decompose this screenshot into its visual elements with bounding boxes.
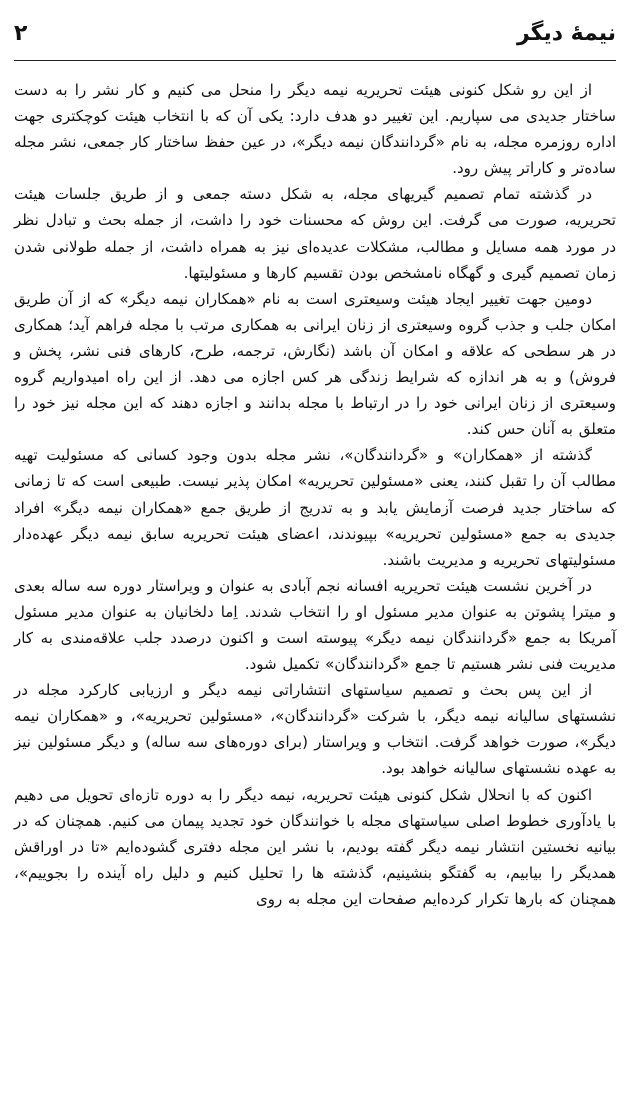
paragraph-2: در گذشته تمام تصمیم گیریهای مجله، به شکل دسته جمعی و از طریق جلسات هیئت تحریریه، صورت می گرفت. این روش که محسنات خود را داشت، از جمله بحث و تبادل نظر در مورد همه مسایل و مطالب، مشکلات عدیده‌ای نیز به همراه داشت، از جمله طولانی شدن زمان تصمیم گیری و گهگاه نامشخص بودن تقسیم کارها و مسئولیتها. bbox=[14, 185, 616, 282]
page-number: ۲ bbox=[14, 21, 28, 46]
paragraph-4: گذشته از «همکاران» و «گردانندگان»، نشر مجله بدون وجود کسانی که مسئولیت تهیه مطالب آن را تقبل کنند، یعنی «مسئولین تحریریه» امکان پذیر نیست. طبیعی است که تا زمانی که ساختار جدید فرصت آزمایش یابد و به تدریج از طریق جمع «همکاران نیمه دیگر» افراد جدیدی به جمع «مسئولین تحریریه» بپیوندند، اعضای هیئت تحریریه سابق نیمه دیگر عهده‌دار مسئولیتهای تحریریه و مدیریت باشند. bbox=[14, 446, 616, 569]
paragraph-6: از این پس بحث و تصمیم سیاستهای انتشاراتی نیمه دیگر و ارزیابی کارکرد مجله در نشستهای سالیانه نیمه دیگر، با شرکت «گردانندگان»، «مسئولین تحریریه»، و «همکاران نیمه دیگر»، صورت خواهد گرفت. انتخاب و ویراستار (برای دوره‌های سه ساله) و دیگر مسئولین نیز به عهده نشستهای سالیانه خواهد بود. bbox=[14, 681, 616, 778]
paragraph-3: دومین جهت تغییر ایجاد هیئت وسیعتری است به نام «همکاران نیمه دیگر» که از آن طریق امکان جلب و جذب گروه وسیعتری از زنان ایرانی به همکاری مرتب با مجله فراهم آید؛ همکاری در هر سطحی که علاقه و امکان آن باشد (نگارش، ترجمه، طرح، کارهای فنی نشر، پخش و فروش) و به هر اندازه که شرایط زندگی هر کس اجازه می دهد. از این راه امیدواریم گروه وسیعتری از زنان ایرانی خود را در ارتباط با مجله بدانند و اجازه دهند که این مجله نیز خود را متعلق به آنان حس کند. bbox=[14, 289, 616, 439]
article-body bbox=[14, 77, 616, 912]
paragraph-5: در آخرین نشست هیئت تحریریه افسانه نجم آبادی به عنوان و ویراستار دوره سه ساله بعدی و میترا پشوتن به عنوان مدیر مسئول او را انتخاب شدند. اِما دلخانیان به عنوان مدیر مسئول آمریکا به جمع «گردانندگان نیمه دیگر» پیوسته است و اکنون درصدد جلب علاقه‌مندی به کار مدیریت فنی نشر هستیم تا جمع «گردانندگان» تکمیل شود. bbox=[14, 576, 616, 674]
journal-title: نیمهٔ دیگر bbox=[516, 21, 616, 46]
page-header bbox=[14, 14, 616, 61]
paragraph-7: اکنون که با انحلال شکل کنونی هیئت تحریریه، نیمه دیگر را به دوره تازه‌ای تحویل می دهیم با یادآوری خطوط اصلی سیاستهای مجله با خوانندگان خود تجدید پیمان می کنیم. همچنان که در بیانیه نخستین انتشار نیمه دیگر گفته بودیم، با نشر این مجله دفتری گشوده‌ایم «تا در اوراقش همدیگر را بیابیم، به گفتگو بنشینیم، گذشته ها را تحلیل کنیم و دلیل راه آینده را بجوییم»، همچنان که بارها تکرار کرده‌ایم صفحات این مجله به روی bbox=[14, 785, 616, 908]
paragraph-1: از این رو شکل کنونی هیئت تحریریه نیمه دیگر را منحل می کنیم و کار نشر را به دست ساختار جدیدی می سپاریم. این تغییر دو هدف دارد: یکی آن که با انتخاب هیئت کوچکتری جهت اداره روزمره مجله، به نام «گردانندگان نیمه دیگر»، در عین حفظ ساختار کار جمعی، نشر مجله ساده‌تر و کاراتر پیش رود. bbox=[14, 81, 616, 178]
